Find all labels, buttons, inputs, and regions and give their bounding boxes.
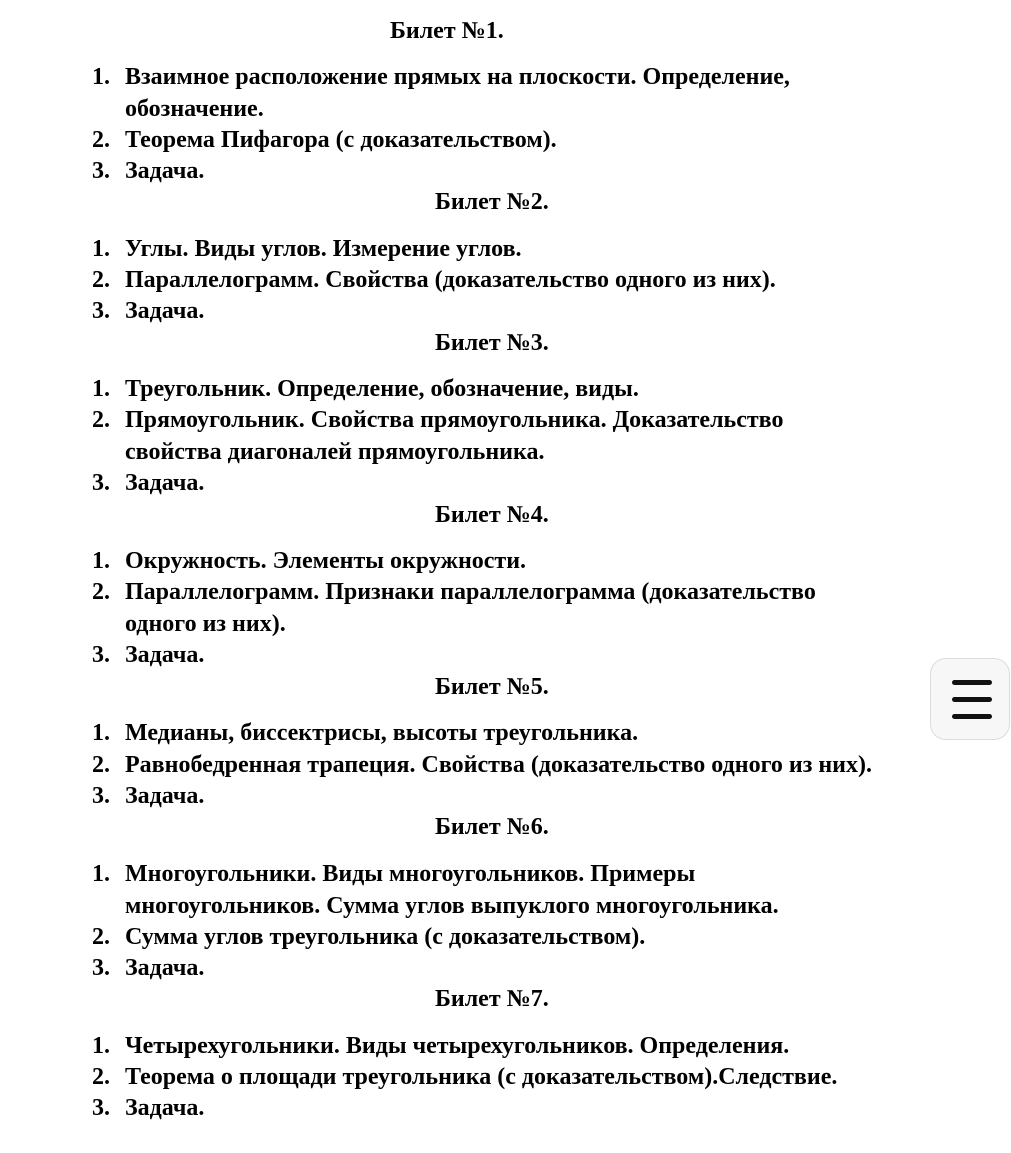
ticket-5-question-2-number: 2. [92,752,110,778]
ticket-5-question-3-text: Задача. [125,783,205,809]
ticket-5-question-1-text: Медианы, биссектрисы, высоты треугольника. [125,720,639,746]
ticket-1-question-1-number: 1. [92,64,110,90]
ticket-6-question-3-text: Задача. [125,955,205,981]
ticket-3-question-1-text: Треугольник. Определение, обозначение, виды. [125,376,639,402]
ticket-4-question-1-number: 1. [92,548,110,574]
ticket-7-question-2-text: Теорема о площади треугольника (с доказательством).Следствие. [125,1064,838,1090]
ticket-4-title: Билет №4. [435,502,549,528]
ticket-4-question-2-text: Параллелограмм. Признаки параллелограмма (доказательство одного из них). [125,579,816,637]
ticket-6-question-2-text: Сумма углов треугольника (с доказательством). [125,924,646,950]
ticket-2-question-3-number: 3. [92,298,110,324]
ticket-1-question-2-number: 2. [92,127,110,153]
ticket-4-question-3-text: Задача. [125,642,205,668]
ticket-2-question-1-number: 1. [92,236,110,262]
ticket-7-title: Билет №7. [435,986,549,1012]
ticket-3-title: Билет №3. [435,330,549,356]
ticket-1-question-1-text: Взаимное расположение прямых на плоскости. Определение, обозначение. [125,64,790,122]
ticket-7-question-3-text: Задача. [125,1095,205,1121]
ticket-3-question-2-text: Прямоугольник. Свойства прямоугольника. Доказательство свойства диагоналей прямоугольника. [125,407,784,465]
ticket-2-question-3-text: Задача. [125,298,205,324]
ticket-7-question-3-number: 3. [92,1095,110,1121]
ticket-2-title: Билет №2. [435,189,549,215]
ticket-1-question-2-text: Теорема Пифагора (с доказательством). [125,127,557,153]
ticket-3-question-1-number: 1. [92,376,110,402]
ticket-4-question-3-number: 3. [92,642,110,668]
ticket-5-question-1-number: 1. [92,720,110,746]
ticket-4-question-2-number: 2. [92,579,110,605]
menu-button[interactable] [930,658,1010,740]
ticket-3-question-3-number: 3. [92,470,110,496]
ticket-5-title: Билет №5. [435,674,549,700]
ticket-6-question-1-text: Многоугольники. Виды многоугольников. Примеры многоугольников. Сумма углов выпуклого многоугольника. [125,861,779,919]
ticket-6-question-2-number: 2. [92,924,110,950]
ticket-5-question-2-text: Равнобедренная трапеция. Свойства (доказательство одного из них). [125,752,872,778]
ticket-6-question-3-number: 3. [92,955,110,981]
ticket-3-question-3-text: Задача. [125,470,205,496]
ticket-6-question-1-number: 1. [92,861,110,887]
ticket-5-question-3-number: 3. [92,783,110,809]
ticket-1-question-3-text: Задача. [125,158,205,184]
ticket-6-title: Билет №6. [435,814,549,840]
ticket-2-question-2-text: Параллелограмм. Свойства (доказательство одного из них). [125,267,776,293]
ticket-2-question-2-number: 2. [92,267,110,293]
ticket-2-question-1-text: Углы. Виды углов. Измерение углов. [125,236,522,262]
ticket-1-question-3-number: 3. [92,158,110,184]
ticket-1-title: Билет №1. [390,18,504,44]
ticket-3-question-2-number: 2. [92,407,110,433]
ticket-7-question-1-number: 1. [92,1033,110,1059]
ticket-4-question-1-text: Окружность. Элементы окружности. [125,548,527,574]
ticket-7-question-2-number: 2. [92,1064,110,1090]
ticket-7-question-1-text: Четырехугольники. Виды четырехугольников. Определения. [125,1033,790,1059]
